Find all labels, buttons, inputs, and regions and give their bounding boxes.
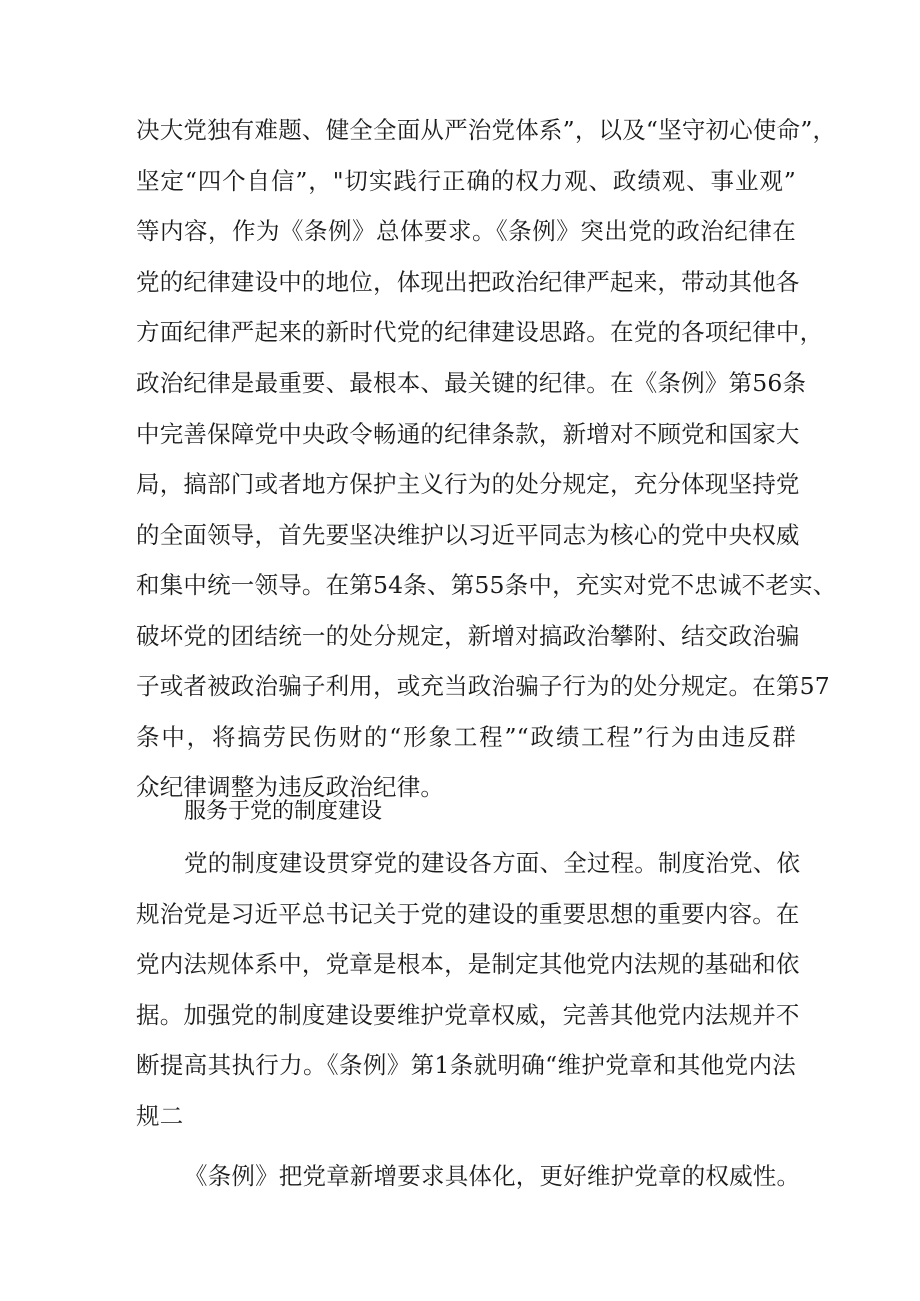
- paragraph1-line-4: 党的纪律建设中的地位，体现出把政治纪律严起来，带动其他各: [136, 268, 800, 296]
- paragraph1-line-5: 方面纪律严起来的新时代党的纪律建设思路。在党的各项纪律中，: [136, 318, 824, 346]
- paragraph1-line-11: 破坏党的团结统一的处分规定，新增对搞政治攀附、结交政治骗: [136, 622, 800, 650]
- paragraph1-line-2: 坚定“四个自信”，"切实践行正确的权力观、政绩观、事业观”: [136, 167, 796, 195]
- paragraph1-line-9: 的全面领导，首先要坚决维护以习近平同志为核心的党中央权威: [136, 521, 800, 549]
- paragraph1-line-14: 众纪律调整为违反政治纪律。: [136, 773, 445, 801]
- paragraph1-line-1: 决大党独有难题、健全全面从严治党体系”，以及“坚守初心使命”，: [136, 116, 837, 144]
- paragraph2-line-3: 党内法规体系中，党章是根本，是制定其他党内法规的基础和依: [136, 950, 800, 978]
- paragraph1-line-3: 等内容，作为《条例》总体要求。《条例》突出党的政治纪律在: [136, 217, 796, 245]
- paragraph1-line-12: 子或者被政治骗子利用，或充当政治骗子行为的处分规定。在第57: [136, 672, 830, 700]
- paragraph3-line-1: 《条例》把党章新增要求具体化，更好维护党章的权威性。: [184, 1162, 801, 1190]
- paragraph2-line-6: 规二: [136, 1102, 184, 1130]
- section-heading: 服务于党的制度建设: [184, 799, 383, 824]
- paragraph1-line-6: 政治纪律是最重要、最根本、最关键的纪律。在《条例》第56条: [136, 369, 807, 397]
- paragraph2-line-1: 党的制度建设贯穿党的建设各方面、全过程。制度治党、依: [184, 849, 801, 877]
- paragraph1-line-8: 局，搞部门或者地方保护主义行为的处分规定，充分体现坚持党: [136, 470, 800, 498]
- paragraph1-line-7: 中完善保障党中央政令畅通的纪律条款，新增对不顾党和国家大: [136, 420, 800, 448]
- paragraph2-line-5: 断提高其执行力。《条例》第1条就明确“维护党章和其他党内法: [136, 1051, 796, 1079]
- paragraph1-line-10: 和集中统一领导。在第54条、第55条中，充实对党不忠诚不老实、: [136, 571, 837, 599]
- paragraph1-line-13: 条中，将搞劳民伤财的“形象工程”“政绩工程”行为由违反群: [136, 723, 796, 751]
- paragraph2-line-4: 据。加强党的制度建设要维护党章权威，完善其他党内法规并不: [136, 1001, 800, 1029]
- paragraph2-line-2: 规治党是习近平总书记关于党的建设的重要思想的重要内容。在: [136, 900, 800, 928]
